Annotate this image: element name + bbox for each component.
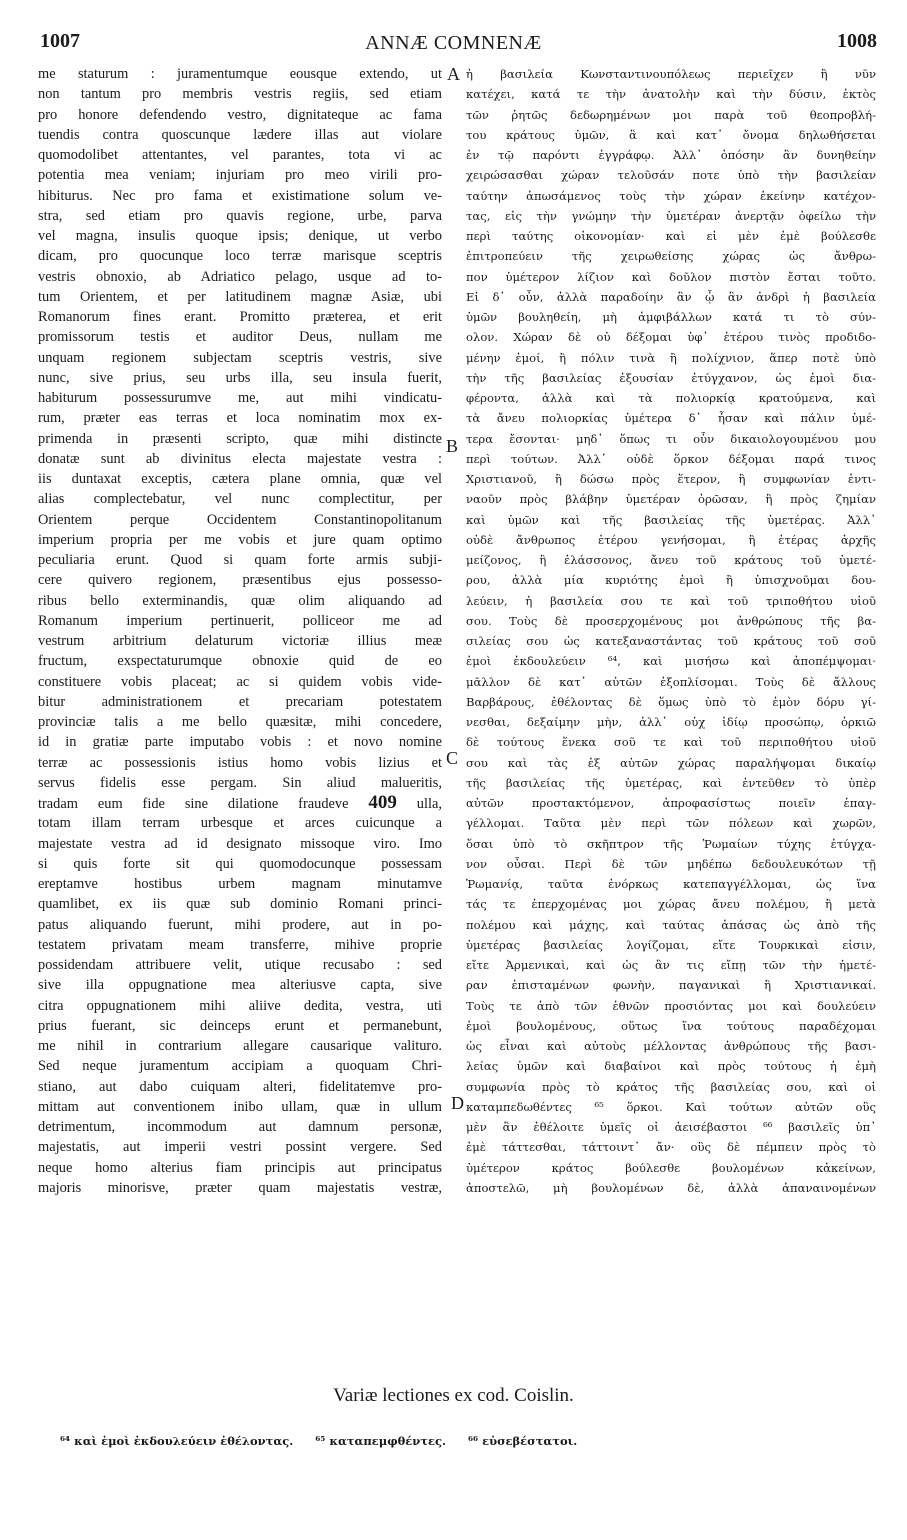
latin-text-line: provinciæ talis a me bello quæsitæ, mihi concedere,: [38, 714, 442, 730]
greek-text-line: περὶ τούτων. Ἀλλ᾽ οὐδὲ ὅρκον δέξομαι παρά τινος: [466, 451, 876, 466]
latin-text-line: servus fidelis esse pergam. Sin aliud malueritis,: [38, 774, 442, 791]
latin-text-line: pro honore defendendo vestro, dignitateque ac fama: [38, 106, 442, 123]
greek-text-line: τῶν ῥητῶς δεδωρημένων μοι παρὰ τοῦ θεοπροβλή-: [466, 107, 876, 122]
footnote-64: ⁶⁴ καὶ ἐμοὶ ἐκδουλεύειν ἐθέλοντας.: [60, 1434, 294, 1448]
greek-text-line: εἴτε Ἀρμενικαὶ, καὶ ὡς ἂν τις εἴπῃ τῶν τὴν ἡμετέ-: [466, 958, 876, 972]
latin-text-line: potentia mea veniam; injuriam pro meo virili pro-: [38, 167, 442, 184]
greek-text-line: Χριστιανοῦ, ἢ δώσω πρὸς ἕτερον, ἢ συμφωνίαν ἐντι-: [466, 472, 876, 486]
greek-text-line: Ῥωμανίᾳ, ταῦτα ἐνόρκως κατεπαγγέλλομαι, ὡς ἵνα: [466, 877, 876, 891]
greek-text-line: ὑμέτερον κράτος βούλεσθε βουλομένων κἀκείνων,: [466, 1160, 876, 1175]
greek-text-line: ὡς εἶναι καὶ αὐτοὺς μέλλοντας ἀνθρώπους τῆς βασι-: [466, 1039, 876, 1053]
greek-text-line: μᾶλλον δὲ κατ᾽ αὐτῶν ἐξοπλίσομαι. Τοὺς δὲ ἄλλους: [466, 674, 876, 689]
latin-text-line: neque homo alterius fiam principis aut principatus: [38, 1159, 442, 1176]
greek-text-line: περὶ ταύτης οἰκονομίαν· καὶ εἰ μὲν ἐμὲ βούλεσθε: [466, 229, 876, 243]
latin-text-line: habiturum possessurumve me, aut mihi vindicatu-: [38, 390, 442, 406]
latin-text-line: majestate vestra ad id designato missoque viro. Imo: [38, 835, 442, 852]
margin-marker-c: C: [446, 748, 459, 768]
greek-text-line: ἐμοὶ βουλομένους, οὕτως ἵνα τούτους παραδέχομαι: [466, 1018, 876, 1033]
greek-text-line: ναοῦν πρὸς βλάβην ὑμετέραν ὁρῶσαν, ἢ πρὸς ζημίαν: [466, 492, 876, 507]
latin-text-line: tuendis contra quoscunque lædere illas aut violare: [38, 126, 442, 143]
greek-text-line: λείας ὑμῶν καὶ διαβαίνοι καὶ πρὸς τούτους ἡ ἐμὴ: [466, 1059, 876, 1074]
greek-text-line: συμφωνία πρὸς τὸ κράτος τῆς βασιλείας σου, καὶ οἱ: [466, 1079, 876, 1094]
greek-text-line: σου καὶ τὰς ἐξ αὐτῶν χώρας παραλήψομαι δικαίῳ: [466, 755, 876, 770]
latin-text-line: testatem privatam meam transferre, mihive proprie: [38, 936, 442, 953]
latin-text-line: constituere vobis placeat; ac si quidem vobis vide-: [38, 673, 442, 690]
latin-text-line: vel magna, insulis quoque ipsis; denique, ut verbo: [38, 228, 442, 244]
greek-text-line: χειρώσασθαι χώραν τελοῦσάν ποτε ὑπὸ τὴν βασιλείαν: [466, 168, 876, 183]
greek-text-line: Τοὺς τε ἀπὸ τῶν ἐθνῶν προσιόντας μοι καὶ δουλεύειν: [466, 998, 876, 1013]
greek-column: [466, 64, 876, 1198]
latin-text-line: dicam, pro quocunque loco terræ marisque sceptris: [38, 248, 442, 265]
latin-text-line: peculiaria erunt. Quod si quam forte armis subji-: [38, 552, 442, 568]
running-title: ANNÆ COMNENÆ: [365, 32, 542, 54]
latin-text-line: unquam regionem subjectam sceptris vestris, sive: [38, 349, 442, 366]
greek-text-line: μὲν ἂν ἐθέλοιτε ὑμεῖς οἱ ἀεισέβαστοι ⁶⁶ βασιλεῖς ὑπ᾽: [466, 1120, 876, 1134]
greek-text-line: ραν ἐπισταμένων φωνὴν, παγανικαὶ ἢ Χριστιανικαί.: [466, 978, 876, 993]
greek-text-line: λεύειν, ἡ βασιλεία σου τε καὶ τοῦ τριποθήτου υἱοῦ: [466, 593, 876, 608]
latin-text-line: cere quivero regionem, præsentibus ejus possesso-: [38, 572, 442, 589]
latin-text-line: possidendam attribuere velit, utique recusabo : sed: [38, 957, 442, 973]
latin-text-line: stiano, aut dabo cuiquam alteri, fidelitatemve pro-: [38, 1078, 442, 1095]
greek-text-line: σιλείας σου ὡς κατεξαναστάντας τοῦ κράτους τοῦ σοῦ: [466, 634, 876, 648]
greek-text-line: πολέμου καὶ μάχης, καὶ ταύτας ἁπάσας ὡς ἀπὸ τῆς: [466, 917, 876, 932]
latin-text-line: id in gratiæ parte imputabo vobis : et novo nomine: [38, 734, 442, 751]
latin-text-line: hibiturus. Nec pro fama et existimatione solum ve-: [38, 187, 442, 204]
latin-text-line: tum Orientem, et per latitudinem magnæ Asiæ, ubi: [38, 288, 442, 305]
latin-text-line: tradam eum fide sine dilatione fraudeve 409 ulla,: [38, 793, 442, 813]
greek-text-line: τας, εἰς τὴν γνώμην τὴν ὑμετέραν ἀνερτᾷν ὀφείλω τὴν: [466, 208, 876, 223]
greek-text-line: τῆς βασιλείας τῆς ὑμετέρας, καὶ ἐντεῦθεν τὸ ὑπὲρ: [466, 775, 876, 790]
greek-text-line: φέροντα, ἀλλὰ καὶ τὰ πολιορκίᾳ κρατούμενα, καὶ: [466, 391, 876, 405]
margin-marker-b: B: [446, 436, 459, 456]
latin-text-line: fructum, exspectaturumque obnoxie quid de eo: [38, 653, 442, 670]
latin-text-line: detrimentum, incommodum aut damnum personæ,: [38, 1119, 442, 1135]
greek-text-line: ἐν τῷ παρόντι ἐγγράφῳ. Ἀλλ᾽ ὁπόσην ἂν δυνηθείην: [466, 148, 876, 162]
latin-text-line: majoris minorisve, præter quam majestatis vestræ,: [38, 1179, 442, 1196]
greek-text-line: τὴν τῆς βασιλείας ἐξουσίαν ἐτύγχανον, ὡς ἐμοὶ δια-: [466, 370, 876, 385]
latin-text-line: si quis forte sit qui quomodocunque possessam: [38, 855, 442, 872]
latin-text-line: ereptamve hostibus urbem magnam minutamve: [38, 876, 442, 892]
latin-text-line: ribus bello exterminandis, quæ olim aliquando ad: [38, 592, 442, 609]
latin-text-line: Orientem perque Occidentem Constantinopolitanum: [38, 511, 442, 528]
latin-text-line: terræ ac possessionis istius homo vobis lizius et: [38, 754, 442, 771]
greek-text-line: μείζονος, ἢ ἐλάσσονος, ἄνευ τοῦ κράτους τοῦ ὑμετέ-: [466, 553, 876, 567]
greek-text-line: ἀποστελῶ, μὴ βουλομένων δὲ, ἀλλὰ ἀπαναινομένων: [466, 1180, 876, 1195]
greek-text-line: κατέχει, κατά τε τὴν ἀνατολὴν καὶ τὴν δύσιν, ἐκτὸς: [466, 87, 876, 102]
latin-text-line: citra oppugnationem mihi aliive dedita, vestra, uti: [38, 997, 442, 1014]
latin-text-line: Romanorum fines erant. Promitto præterea, et erit: [38, 309, 442, 325]
latin-text-line: totam illam terram urbesque et arces cuicunque a: [38, 815, 442, 832]
greek-text-line: δὲ τούτους ἕνεκα σοῦ τε καὶ τοῦ περιποθήτου υἱοῦ: [466, 735, 876, 750]
page-number-left: 1007: [40, 30, 80, 52]
latin-column: [38, 64, 442, 1198]
greek-text-line: του κράτους ὑμῶν, ἃ καὶ κατ᾽ ὄνομα δηλωθήσεται: [466, 127, 876, 142]
greek-text-line: γέλλομαι. Ταῦτα μὲν περὶ τῶν πόλεων καὶ χωρῶν,: [466, 816, 876, 831]
latin-text-line: prius fuerant, sic deinceps erunt et permanebunt,: [38, 1017, 442, 1034]
footnote-65: ⁶⁵ καταπεμφθέντες.: [315, 1434, 446, 1448]
latin-text-line: promissorum testis et auditor Deus, nullam me: [38, 329, 442, 346]
greek-text-line: ἐπιτροπεύειν τῆς χειρωθείσης χώρας ὡς ἄνθρω-: [466, 249, 876, 264]
latin-text-line: vestrum arbitrium delaturum victoriæ illius meæ: [38, 633, 442, 649]
greek-text-line: τάς τε ἐπερχομένας μοι χώρας ἄνευ πολέμου, ἢ μετὰ: [466, 897, 876, 912]
page-header: [30, 30, 877, 60]
latin-text-line: non tantum pro membris vestris regiis, sed etiam: [38, 86, 442, 103]
latin-text-line: donatæ sunt ab divinitus electa majestate vestra :: [38, 450, 442, 467]
greek-text-line: ἐμὲ τάττεσθαι, τάττοιντ᾽ ἄν· οὓς δὲ πέμπειν πρὸς τὸ: [466, 1140, 876, 1155]
greek-text-line: νεσθαι, δεξαίμην μὴν, ἀλλ᾽ οὐχ ἰδίῳ προσώπῳ, ὁρκιῶ: [466, 715, 876, 729]
greek-text-line: ὑμῶν βουληθείη, μὴ ἀμφιβάλλων κατά τι τὸ σύν-: [466, 310, 876, 324]
latin-text-line: me staturum : juramentumque eousque extendo, ut: [38, 66, 442, 82]
latin-text-line: sive illa oppugnatione mea alteriusve capta, sive: [38, 977, 442, 994]
greek-text-line: μένην ἐμοί, ἢ πόλιν τινὰ ἢ πολίχνιον, ἅπερ ποτὲ ὑπὸ: [466, 350, 876, 365]
latin-text-line: iis duntaxat exceptis, cætera plane omnia, quæ vel: [38, 471, 442, 487]
latin-text-line: imperium propria per me vobis et jure quam optimo: [38, 531, 442, 548]
greek-text-line: οὐδὲ ἄνθρωπος ἑτέρου γενήσομαι, ἢ ἑτέρας ἀρχῆς: [466, 532, 876, 547]
greek-text-line: νον οὖσαι. Περὶ δὲ τῶν μηδέπω δεδουλευκότων τῇ: [466, 856, 876, 871]
latin-text-line: quamlibet, ex iis quæ sub dominio Romani princi-: [38, 896, 442, 913]
latin-text-line: majestatis, aut imperii vestri possint vergere. Sed: [38, 1139, 442, 1156]
greek-text-line: πον ὑμέτερον λίζιον καὶ δοῦλον πιστὸν ἔσται τοῦτο.: [466, 269, 876, 284]
page-number-right: 1008: [837, 30, 877, 52]
greek-text-line: ὅσαι ὑπὸ τὸ σκῆπτρον τῆς Ῥωμαίων τύχης ἐτύγχα-: [466, 836, 876, 851]
greek-text-line: ἡ βασιλεία Κωνσταντινουπόλεως περιεῖχεν ἢ νῦν: [466, 67, 876, 81]
latin-text-line: Sed neque juramentum accipiam a quoquam Chri-: [38, 1058, 442, 1075]
latin-text-line: rum, præter eas terras et loca nominatim mox ex-: [38, 410, 442, 427]
latin-text-line: me nihil in contrarium allegare causarique valituro.: [38, 1038, 442, 1054]
greek-text-line: Βαρβάρους, ἐθέλοντας δὲ ὅμως ὑπὸ τὸ ἐμὸν δόρυ γί-: [466, 694, 876, 709]
latin-text-line: Romanum imperium pertinuerit, polliceor me ad: [38, 612, 442, 629]
footnote-66: ⁶⁶ εὐσεβέστατοι.: [468, 1434, 578, 1448]
latin-text-line: primenda in præsenti scripto, quæ mihi distincte: [38, 430, 442, 447]
greek-text-line: ολον. Χώραν δὲ οὐ δέξομαι ὑφ᾽ ἑτέρου τινὸς προδιδο-: [466, 330, 876, 345]
latin-text-line: vestris obnoxio, ab Adriatico pelago, usque ad to-: [38, 268, 442, 285]
margin-marker-a: A: [447, 64, 460, 84]
latin-text-line: quomodolibet attentantes, vel parantes, tota vi ac: [38, 147, 442, 163]
greek-text-line: ἐμοὶ ἐκδουλεύειν ⁶⁴, καὶ μισήσω καὶ ἀποπέμψομαι·: [466, 654, 876, 669]
column-number: 409: [368, 793, 397, 813]
greek-text-line: ταύτην ἀπωσάμενος τοὺς τὴν χώραν ἐκείνην κατέχον-: [466, 188, 876, 203]
footnotes: [60, 1434, 660, 1448]
greek-text-line: ρου, ἀλλὰ μία κυριότης ἐμοὶ ἢ ὑπισχνοῦμαι δου-: [466, 573, 876, 588]
greek-text-line: ὑμετέρας βασιλείας λογίζομαι, εἴτε Τουρκικαὶ εἰσιν,: [466, 937, 876, 952]
greek-text-line: Εἰ δ᾽ οὖν, ἀλλὰ παραδοίην ἂν ᾧ ἂν ἀνδρὶ ἡ βασιλεία: [466, 289, 876, 304]
greek-text-line: καὶ ὑμῶν καὶ τῆς βασιλείας τῆς ὑμετέρας. Ἀλλ᾽: [466, 512, 876, 527]
latin-text-line: alias complectebatur, vel nunc complectitur, per: [38, 491, 442, 508]
greek-text-line: σου. Τοὺς δὲ προσερχομένους μοι ἀνθρώπους τῆς βα-: [466, 613, 876, 628]
latin-text-line: bitur administrationem et precariam potestatem: [38, 693, 442, 710]
latin-text-line: mittam aut conventionem inibo ullam, quæ in ullum: [38, 1098, 442, 1115]
margin-marker-d: D: [451, 1093, 464, 1113]
greek-text-line: τερα ἔσονται· μηδ᾽ ὅπως τι οὖν δικαιολογουμένου μου: [466, 431, 876, 446]
greek-text-line: καταμπεδωθέντες ⁶⁵ ὅρκοι. Καὶ τούτων αὐτῶν οὓς: [466, 1099, 876, 1114]
greek-text-line: αὐτῶν προστακτόμενον, ἀπροφασίστως ποιεῖν ἐπαγ-: [466, 796, 876, 810]
latin-text-line: patus aliquando fuerunt, mihi prodere, aut in po-: [38, 916, 442, 933]
latin-text-line: nunc, sive prius, seu urbs illa, seu insula fuerit,: [38, 369, 442, 386]
latin-text-line: stra, sed etiam pro quavis regione, urbe, parva: [38, 207, 442, 224]
greek-text-line: τὰ ἄνευ πολιορκίας ὑμέτερα δ᾽ ἦσαν καὶ πάλιν ὑμέ-: [466, 411, 876, 426]
variae-lectiones-heading: Variæ lectiones ex cod. Coislin.: [333, 1385, 574, 1406]
